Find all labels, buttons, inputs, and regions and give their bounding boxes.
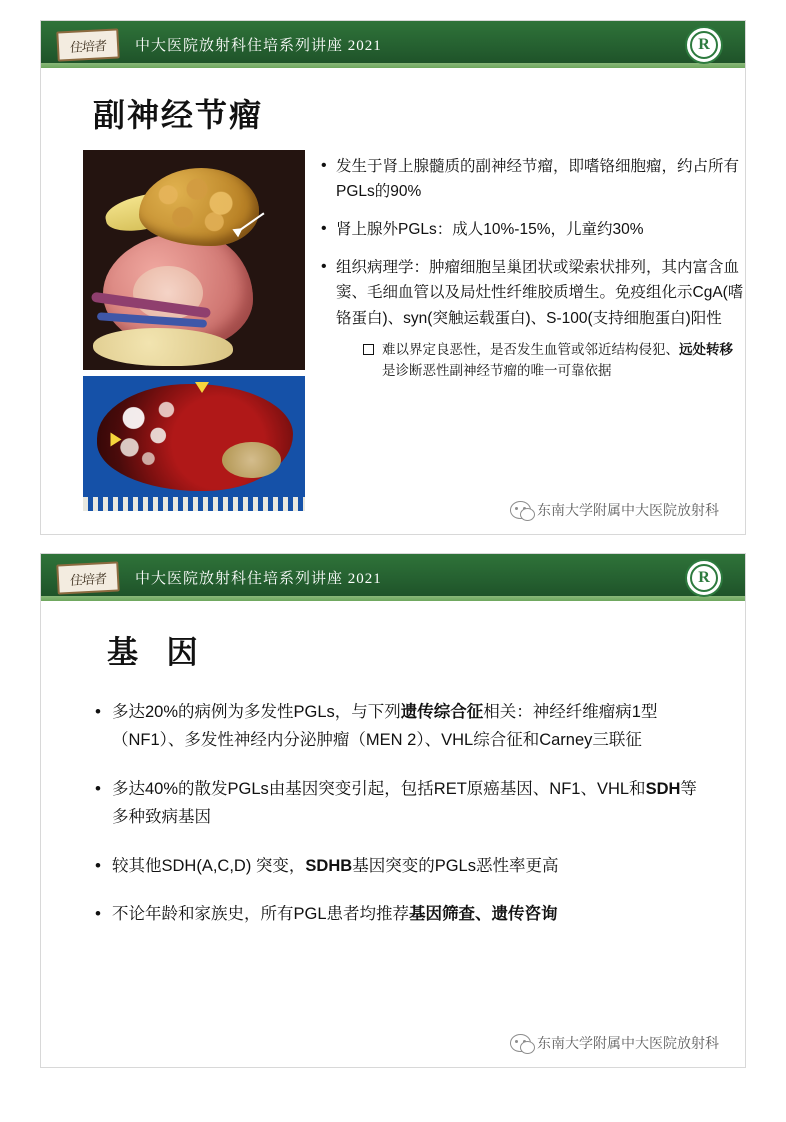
footer-text: 东南大学附属中大医院放射科	[537, 502, 719, 518]
slide-1-figures	[83, 150, 305, 511]
ruler-scale	[83, 497, 305, 511]
slide-1-title: 副神经节瘤	[93, 97, 264, 133]
hospital-logo-letter: R	[690, 31, 718, 59]
bullet-text-part1: 不论年龄和家族史，所有PGL患者均推荐	[112, 904, 410, 923]
slide-2-title: 基 因	[107, 635, 208, 670]
adrenal-anatomy-illustration	[83, 150, 305, 370]
bullet-text-emphasis: SDH	[645, 779, 681, 798]
bullet-item	[319, 217, 745, 242]
slide-1	[40, 20, 746, 535]
slide-2-banner	[41, 554, 745, 601]
slide-2-footer	[510, 1033, 719, 1053]
bullet-text-emphasis: 基因筛查、遗传咨询	[409, 904, 558, 923]
bullet-item	[319, 255, 745, 382]
slide-1-content	[83, 150, 745, 511]
sub-bullet-text-emphasis: 远处转移	[679, 341, 733, 357]
bullet-text: 发生于肾上腺髓质的副神经节瘤，即嗜铬细胞瘤，约占所有PGLs的90%	[336, 158, 740, 201]
slide-2-bullets	[93, 698, 697, 928]
wechat-icon	[510, 1034, 531, 1052]
bullet-item	[93, 698, 697, 755]
bullet-item	[319, 154, 745, 204]
bullet-item	[93, 900, 697, 928]
bullet-text-part2: 基因突变的PGLs恶性率更高	[352, 856, 559, 875]
slide-1-footer	[510, 500, 719, 520]
bullet-text: 肾上腺外PGLs：成人10%-15%，儿童约30%	[336, 221, 644, 239]
bullet-text-part1: 多达20%的病例为多发性PGLs，与下列	[112, 703, 401, 721]
chalkboard-icon	[56, 561, 119, 594]
bullet-text-emphasis: SDHB	[305, 856, 353, 875]
chalkboard-text: 住培者	[69, 570, 107, 587]
hospital-logo-letter: R	[690, 564, 718, 592]
bullet-text-part1: 多达40%的散发PGLs由基因突变引起，包括RET原癌基因、NF1、VHL和	[112, 779, 646, 798]
sub-bullet-item	[362, 339, 745, 382]
arrowhead-marker-icon	[195, 382, 209, 393]
banner-title: 中大医院放射科住培系列讲座 2021	[135, 38, 382, 54]
hospital-logo-icon	[685, 26, 723, 64]
sub-bullet-text-part2: 是诊断恶性副神经节瘤的唯一可靠依据	[382, 363, 612, 379]
bullet-text: 组织病理学：肿瘤细胞呈巢团状或梁索状排列，其内富含血窦、毛细血管以及局灶性纤维胶质增生。免疫组化示CgA(嗜铬蛋白)、syn(突触运载蛋白)、S-100(支持细胞蛋白)阳性	[336, 259, 744, 327]
footer-text: 东南大学附属中大医院放射科	[537, 1035, 719, 1051]
bullet-text-part2: 相关：神经纤维瘤病1型（NF1）、多发性神经内分泌肿瘤（MEN 2）、VHL综合征和Carney三联征	[112, 703, 658, 750]
sub-bullet-text-part1: 难以界定良恶性，是否发生血管或邻近结构侵犯、	[382, 341, 679, 357]
bullet-text-part2: 等多种致病基因	[112, 779, 697, 827]
slide-1-bullets	[319, 150, 745, 511]
chalkboard-text: 住培者	[69, 37, 107, 54]
banner-title: 中大医院放射科住培系列讲座 2021	[135, 571, 382, 587]
gross-pathology-photo	[83, 376, 305, 511]
hospital-logo-icon	[685, 559, 723, 597]
slide-2	[40, 553, 746, 1068]
chalkboard-icon	[56, 28, 119, 61]
bullet-text-emphasis: 遗传综合征	[400, 703, 484, 721]
bullet-item	[93, 852, 697, 880]
bullet-text-part1: 较其他SDH(A,C,D) 突变，	[112, 856, 306, 875]
arrowhead-marker-icon	[111, 433, 122, 447]
wechat-icon	[510, 501, 531, 519]
bullet-item	[93, 775, 697, 832]
slide-1-banner	[41, 21, 745, 68]
